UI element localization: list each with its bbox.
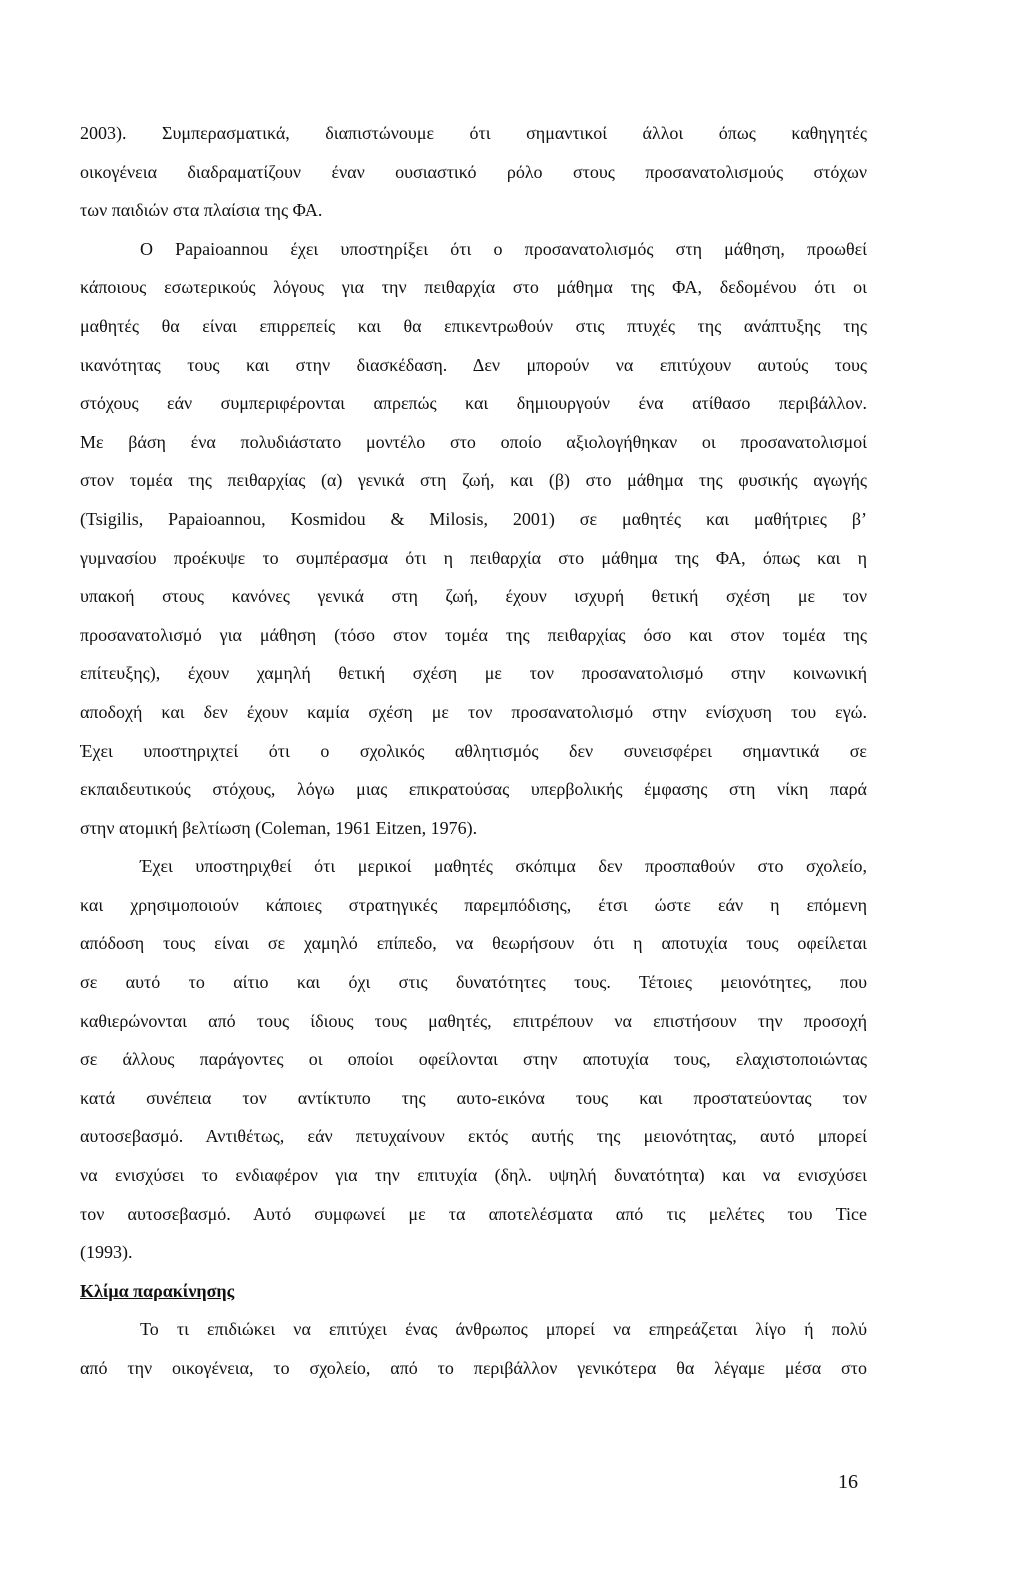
text-line: σε άλλους παράγοντες οι οποίοι οφείλονται στην αποτυχία τους, ελαχιστοποιώντας	[80, 1049, 867, 1070]
text-line: στον τομέα της πειθαρχίας (α) γενικά στη ζωή, και (β) στο μάθημα της φυσικής αγωγής	[80, 470, 867, 491]
text-line: (Tsigilis, Papaioannou, Kosmidou & Milosis, 2001) σε μαθητές και μαθήτριες β’	[80, 508, 867, 529]
text-line: (1993).	[80, 1242, 133, 1263]
text-line: Έχει υποστηριχτεί ότι ο σχολικός αθλητισμός δεν συνεισφέρει σημαντικά σε	[80, 740, 867, 761]
text-line: Έχει υποστηριχθεί ότι μερικοί μαθητές σκόπιμα δεν προσπαθούν στο σχολείο,	[140, 856, 867, 877]
text-line: απόδοση τους είναι σε χαμηλό επίπεδο, να θεωρήσουν ότι η αποτυχία τους οφείλεται	[80, 933, 867, 954]
text-line: στην ατομική βελτίωση (Coleman, 1961 Eitzen, 1976).	[80, 817, 478, 838]
text-line: αυτοσεβασμό. Αντιθέτως, εάν πετυχαίνουν εκτός αυτής της μειονότητας, αυτό μπορεί	[80, 1126, 867, 1147]
text-line: κάποιους εσωτερικούς λόγους για την πειθαρχία στο μάθημα της ΦΑ, δεδομένου ότι οι	[80, 277, 867, 298]
text-line: αποδοχή και δεν έχουν καμία σχέση με τον προσανατολισμό στην ενίσχυση του εγώ.	[80, 701, 867, 722]
text-line: καθιερώνονται από τους ίδιους τους μαθητές, επιτρέπουν να επιστήσουν την προσοχή	[80, 1010, 867, 1031]
text-line: τον αυτοσεβασμό. Αυτό συμφωνεί με τα αποτελέσματα από τις μελέτες του Tice	[80, 1203, 867, 1224]
body-text	[80, 114, 867, 1272]
text-line: Ο Papaioannou έχει υποστηρίξει ότι ο προσανατολισμός στη μάθηση, προωθεί	[140, 238, 867, 259]
text-line: Με βάση ένα πολυδιάστατο μοντέλο στο οποίο αξιολογήθηκαν οι προσανατολισμοί	[80, 431, 867, 452]
text-line: σε αυτό το αίτιο και όχι στις δυνατότητες τους. Τέτοιες μειονότητες, που	[80, 972, 867, 993]
text-line: μαθητές θα είναι επιρρεπείς και θα επικεντρωθούν στις πτυχές της ανάπτυξης της	[80, 315, 867, 336]
section-body-text	[80, 1310, 867, 1387]
text-line: προσανατολισμό για μάθηση (τόσο στον τομέα της πειθαρχίας όσο και στον τομέα της	[80, 624, 867, 645]
text-line: υπακοή στους κανόνες γενικά στη ζωή, έχουν ισχυρή θετική σχέση με τον	[80, 586, 867, 607]
section-heading-line	[80, 1272, 867, 1311]
text-line: να ενισχύσει το ενδιαφέρον για την επιτυχία (δηλ. υψηλή δυνατότητα) και να ενισχύσει	[80, 1165, 867, 1186]
text-line: των παιδιών στα πλαίσια της ΦΑ.	[80, 200, 323, 221]
text-line: εκπαιδευτικούς στόχους, λόγω μιας επικρατούσας υπερβολικής έμφασης στη νίκη παρά	[80, 779, 867, 800]
page-number: 16	[838, 1471, 858, 1493]
text-line: γυμνασίου προέκυψε το συμπέρασμα ότι η πειθαρχία στο μάθημα της ΦΑ, όπως και η	[80, 547, 867, 568]
text-line: και χρησιμοποιούν κάποιες στρατηγικές παρεμπόδισης, έτσι ώστε εάν η επόμενη	[80, 894, 867, 915]
text-line: 2003). Συμπερασματικά, διαπιστώνουμε ότι σημαντικοί άλλοι όπως καθηγητές	[80, 123, 867, 143]
text-line: στόχους εάν συμπεριφέρονται απρεπώς και δημιουργούν ένα ατίθασο περιβάλλον.	[80, 393, 867, 414]
text-line: ικανότητας τους και στην διασκέδαση. Δεν μπορούν να επιτύχουν αυτούς τους	[80, 354, 867, 375]
text-line: Το τι επιδιώκει να επιτύχει ένας άνθρωπος μπορεί να επηρεάζεται λίγο ή πολύ	[140, 1319, 867, 1340]
text-line: οικογένεια διαδραματίζουν έναν ουσιαστικό ρόλο στους προσανατολισμούς στόχων	[80, 161, 867, 182]
text-line: κατά συνέπεια τον αντίκτυπο της αυτο-εικόνα τους και προστατεύοντας τον	[80, 1087, 867, 1108]
text-line: από την οικογένεια, το σχολείο, από το περιβάλλον γενικότερα θα λέγαμε μέσα στο	[80, 1358, 867, 1378]
text-line: επίτευξης), έχουν χαμηλή θετική σχέση με τον προσανατολισμό στην κοινωνική	[80, 663, 867, 684]
document-page	[80, 114, 867, 1388]
section-heading: Κλίμα παρακίνησης	[80, 1280, 235, 1301]
